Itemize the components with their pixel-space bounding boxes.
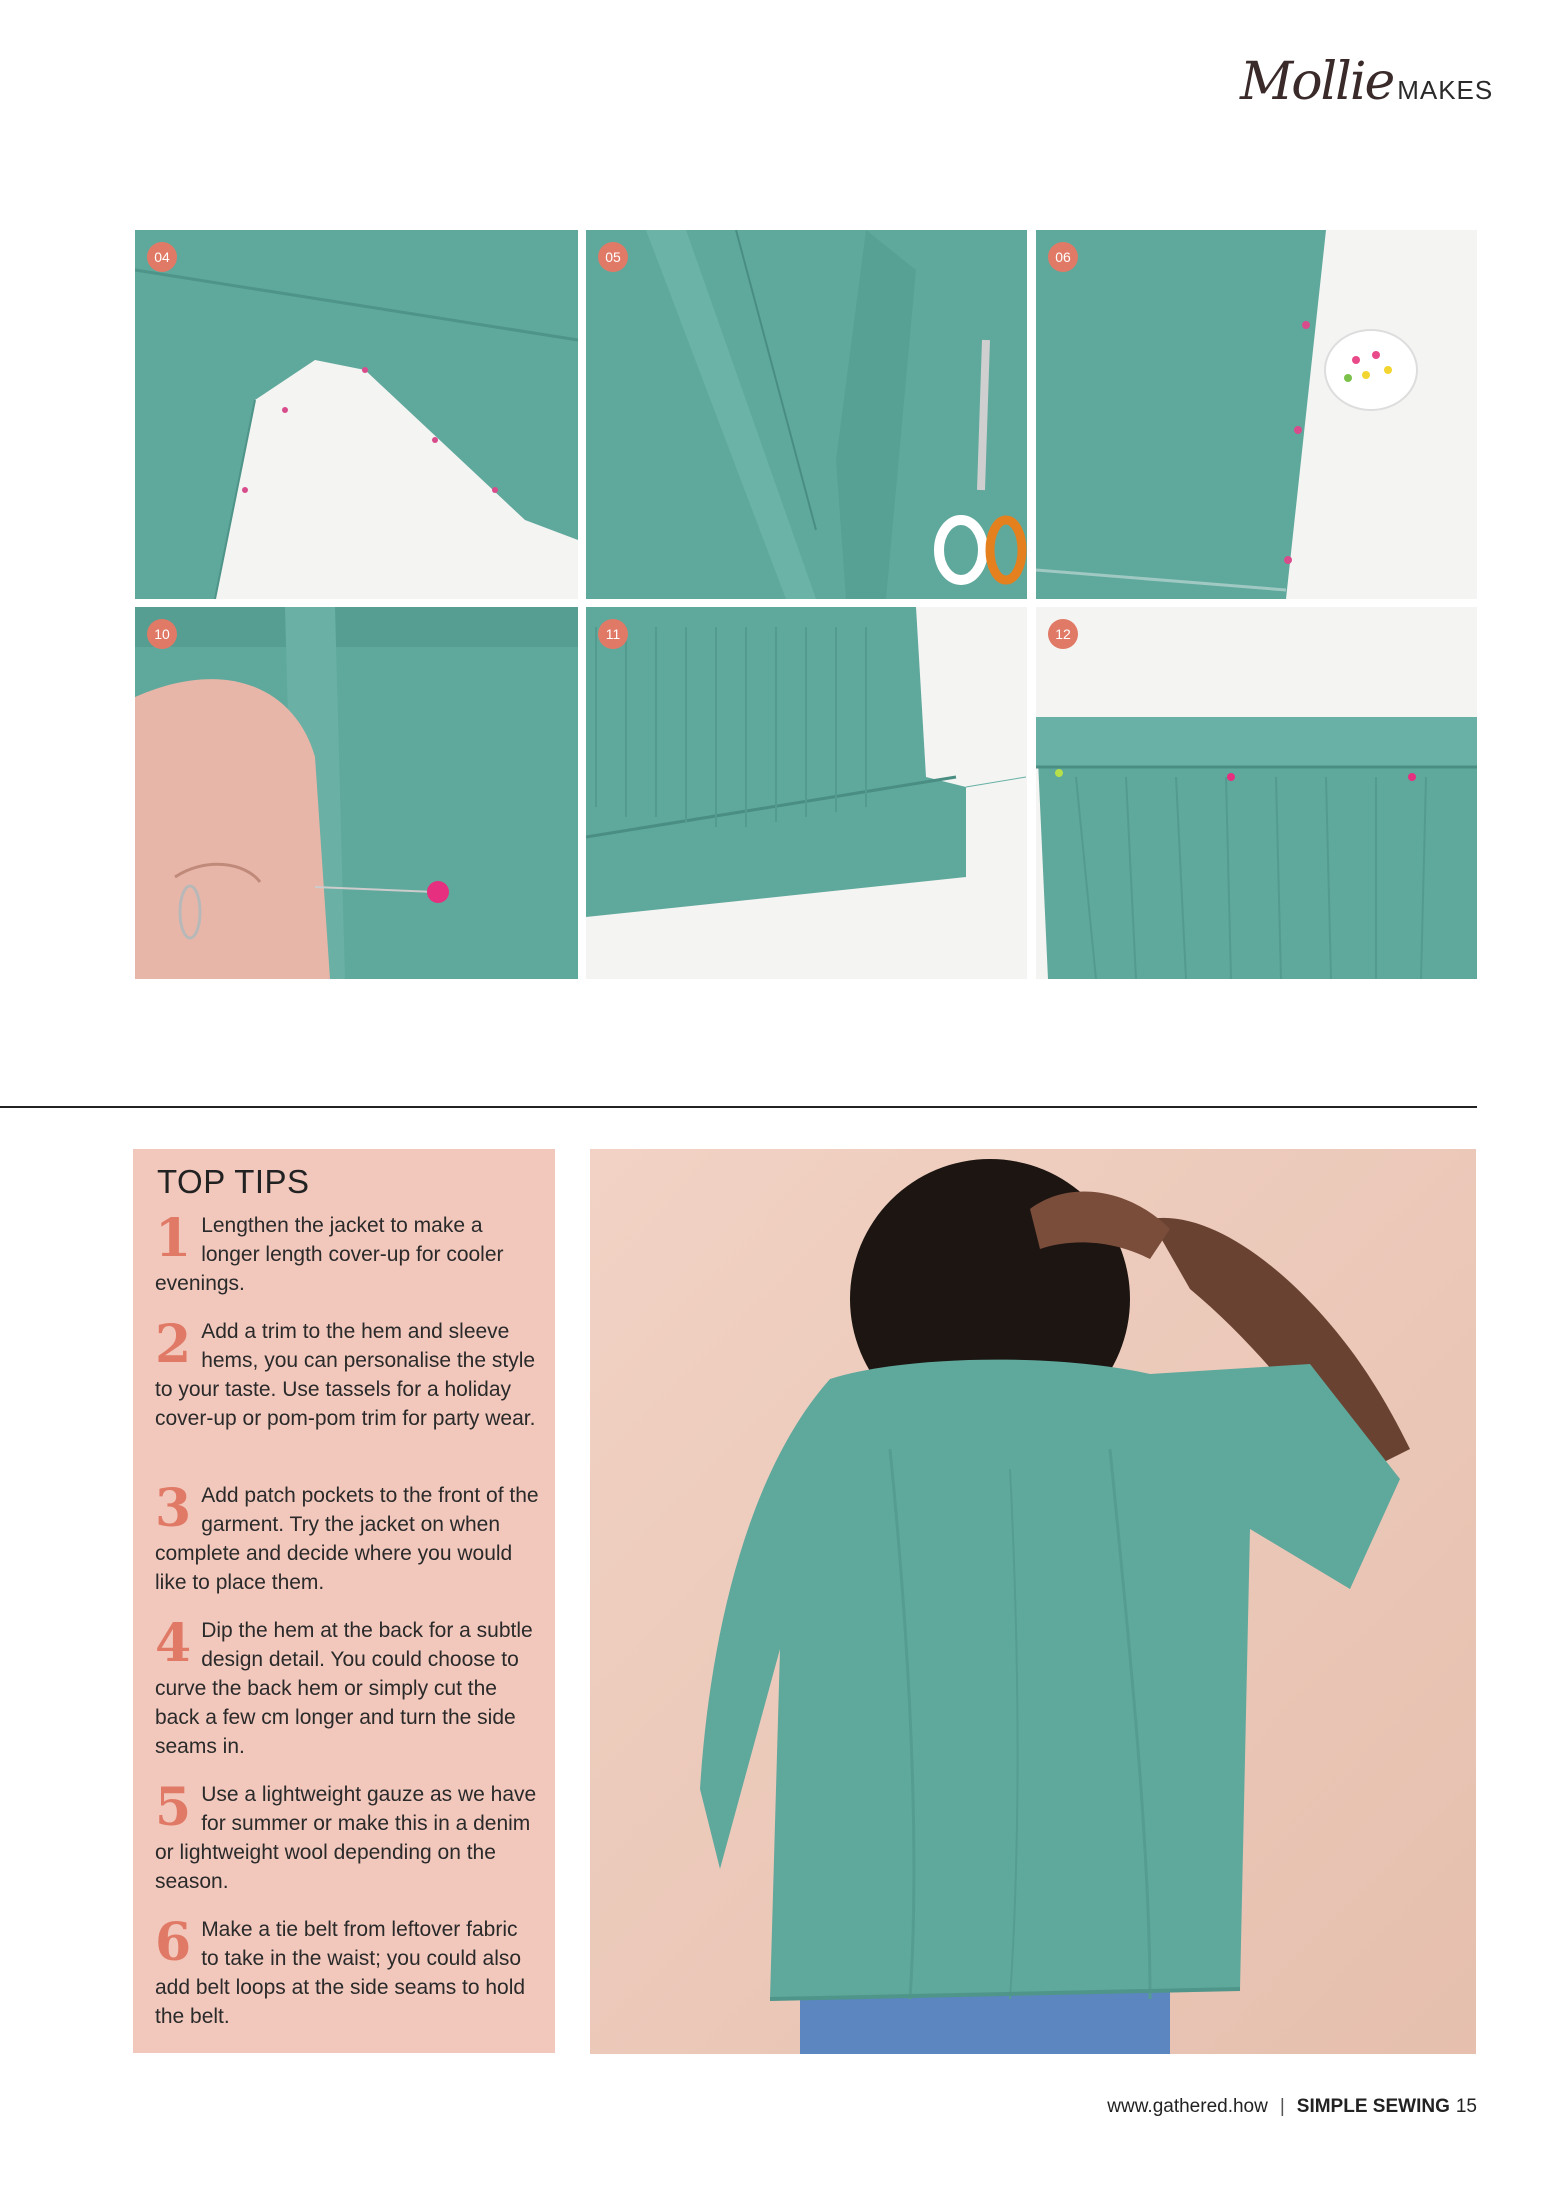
step-photo-04	[135, 230, 578, 599]
top-tips-title: TOP TIPS	[157, 1163, 310, 1200]
tip-text: Lengthen the jacket to make a longer length cover-up for cooler evenings.	[155, 1214, 504, 1295]
page-number: 15	[1455, 2096, 1477, 2117]
tip-item	[155, 1478, 540, 1597]
section-divider	[0, 1106, 1477, 1108]
step-number-badge: 05	[598, 242, 628, 272]
fabric-photo-04	[135, 230, 578, 599]
fabric-photo-06	[1036, 230, 1477, 599]
pin-head-icon	[427, 881, 449, 903]
step-photo-05	[586, 230, 1027, 599]
step-number-badge: 10	[147, 619, 177, 649]
model-wearing-jacket	[590, 1149, 1476, 2054]
tip-item	[155, 1777, 540, 1896]
footer-separator: |	[1279, 2096, 1285, 2117]
fabric-photo-05	[586, 230, 1027, 599]
step-photo-06	[1036, 230, 1477, 599]
tip-text: Use a lightweight gauze as we have for summer or make this in a denim or lightweight wool depending on the season.	[155, 1783, 537, 1893]
tip-text: Add patch pockets to the front of the garment. Try the jacket on when complete and decide where you would like to place them.	[155, 1484, 539, 1594]
footer-url: www.gathered.how	[1107, 2096, 1268, 2117]
logo-script: Mollie	[1240, 52, 1394, 112]
step-number-badge: 11	[598, 619, 628, 649]
tip-text: Dip the hem at the back for a subtle design detail. You could choose to curve the back hem or simply cut the back a few cm longer and turn the side seams in.	[155, 1619, 533, 1758]
pin-cushion-icon	[1325, 330, 1417, 410]
fabric-photo-11	[586, 607, 1027, 979]
step-number-badge: 06	[1048, 242, 1078, 272]
tip-number: 1	[155, 1208, 192, 1269]
tip-item	[155, 1314, 540, 1433]
tip-number: 3	[155, 1478, 192, 1539]
tip-item	[155, 1912, 540, 2031]
fabric-photo-12	[1036, 607, 1477, 979]
tip-number: 5	[155, 1777, 192, 1838]
footer-magazine: SIMPLE SEWING	[1296, 2096, 1450, 2117]
tip-item	[155, 1613, 540, 1761]
step-photo-11	[586, 607, 1027, 979]
tip-number: 6	[155, 1912, 192, 1973]
logo-word: MAKES	[1397, 75, 1494, 105]
tip-number: 4	[155, 1613, 192, 1674]
tip-number: 2	[155, 1314, 192, 1375]
tip-text: Add a trim to the hem and sleeve hems, you can personalise the style to your taste. Use tassels for a holiday cover-up or pom-pom trim for party wear.	[155, 1320, 536, 1430]
model-photo	[590, 1149, 1476, 2054]
step-photo-10	[135, 607, 578, 979]
step-number-badge: 04	[147, 242, 177, 272]
fabric-photo-10	[135, 607, 578, 979]
page-footer	[1107, 2096, 1477, 2118]
step-number-badge: 12	[1048, 619, 1078, 649]
step-photo-12	[1036, 607, 1477, 979]
tip-item	[155, 1208, 540, 1298]
top-tips-panel	[133, 1149, 555, 2053]
mollie-makes-logo	[1240, 52, 1493, 112]
tip-text: Make a tie belt from leftover fabric to take in the waist; you could also add belt loops at the side seams to hold the belt.	[155, 1918, 526, 2028]
